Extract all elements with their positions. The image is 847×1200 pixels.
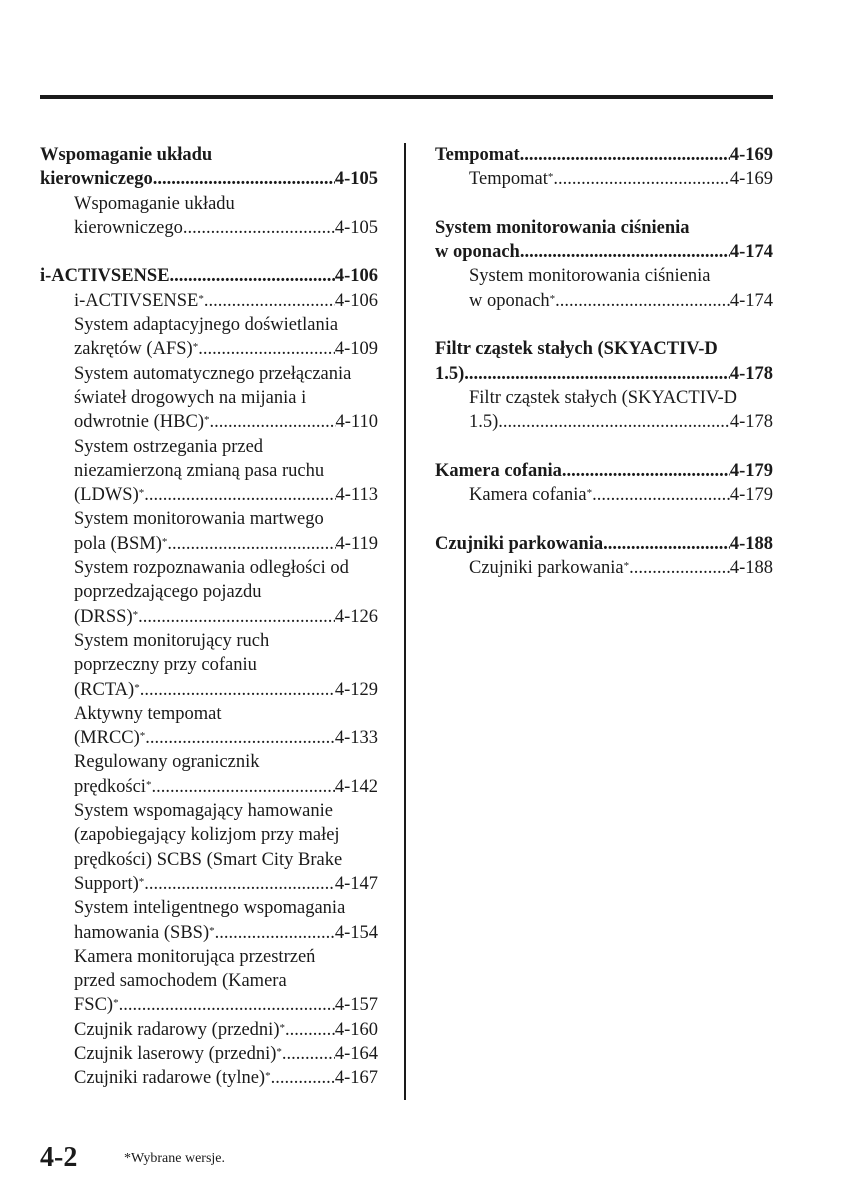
page-reference: 4-157 — [334, 995, 378, 1016]
page-reference: 4-106 — [334, 290, 378, 311]
toc-entry-line — [40, 362, 378, 386]
toc-text: System monitorowania ciśnienia — [435, 217, 690, 238]
toc-text — [435, 143, 520, 167]
toc-title: Czujniki parkowania — [469, 558, 624, 579]
toc-entry-line — [40, 750, 378, 774]
toc-entry-row — [40, 678, 378, 702]
toc-text — [74, 775, 151, 799]
toc-text: poprzeczny przy cofaniu — [74, 655, 257, 676]
dot-leader — [282, 1042, 335, 1066]
toc-text — [74, 1042, 282, 1066]
toc-heading-row — [435, 532, 773, 556]
toc-left-column — [40, 143, 378, 1091]
toc-title: i-ACTIVSENSE — [40, 266, 170, 287]
dot-leader — [562, 459, 730, 483]
dot-leader — [520, 240, 730, 264]
page-reference: 4-106 — [334, 266, 378, 287]
toc-text — [40, 264, 170, 288]
page-reference: 4-110 — [335, 412, 378, 433]
toc-text — [74, 483, 144, 507]
page-reference: 4-178 — [729, 412, 773, 433]
dot-leader — [183, 216, 335, 240]
footnote-marker: * — [547, 171, 554, 184]
footnote-marker: * — [265, 1070, 271, 1083]
toc-heading-row — [435, 240, 773, 264]
toc-entry-line — [435, 264, 773, 288]
footnote-marker: * — [161, 535, 168, 548]
toc-text: prędkości) SCBS (Smart City Brake — [74, 849, 343, 870]
toc-text — [74, 532, 167, 556]
dot-leader — [138, 605, 335, 629]
toc-text — [469, 483, 592, 507]
page-reference: 4-105 — [334, 217, 378, 238]
toc-text: System automatycznego przełączania — [74, 363, 352, 384]
dot-leader — [144, 483, 335, 507]
toc-title: Czujniki radarowe (tylne) — [74, 1068, 266, 1089]
page-reference: 4-119 — [335, 533, 378, 554]
toc-heading-line — [435, 337, 773, 361]
toc-text — [435, 459, 562, 483]
toc-heading-line — [435, 216, 773, 240]
toc-entry-line — [40, 580, 378, 604]
toc-text — [74, 410, 210, 434]
dot-leader — [140, 678, 335, 702]
page-number: 4-2 — [40, 1142, 78, 1173]
toc-entry-row — [40, 605, 378, 629]
footnote-marker: * — [204, 414, 210, 427]
toc-entry-row — [435, 483, 773, 507]
toc-title: (RCTA) — [74, 679, 135, 700]
page-reference: 4-133 — [334, 728, 378, 749]
footnote-marker: * — [145, 778, 152, 791]
page-reference: 4-105 — [334, 169, 378, 190]
toc-title: i-ACTIVSENSE — [74, 290, 199, 311]
toc-title: odwrotnie (HBC) — [74, 412, 204, 433]
toc-entry-line — [40, 313, 378, 337]
toc-heading-row — [435, 143, 773, 167]
dot-leader — [204, 289, 335, 313]
toc-title: w oponach — [469, 290, 550, 311]
toc-text: przed samochodem (Kamera — [74, 971, 287, 992]
toc-entry-line — [40, 507, 378, 531]
toc-entry-line — [435, 386, 773, 410]
toc-text — [74, 605, 138, 629]
toc-text: System monitorowania martwego — [74, 509, 324, 530]
page-reference: 4-178 — [729, 363, 773, 384]
dot-leader — [170, 264, 335, 288]
toc-text: System rozpoznawania odległości od — [74, 558, 349, 579]
column-divider — [404, 143, 406, 1100]
toc-title: Tempomat — [469, 169, 548, 190]
dot-leader — [603, 532, 730, 556]
toc-entry-row — [435, 167, 773, 191]
toc-text: Filtr cząstek stałych (SKYACTIV-D — [435, 339, 718, 360]
toc-title: kierowniczego — [40, 169, 153, 190]
toc-entry-row — [40, 532, 378, 556]
top-rule — [40, 95, 773, 99]
toc-text — [74, 1066, 271, 1090]
page-reference: 4-164 — [334, 1043, 378, 1064]
toc-entry-line — [40, 896, 378, 920]
dot-leader — [592, 483, 730, 507]
page-reference: 4-169 — [729, 145, 773, 165]
toc-title: Kamera cofania — [435, 460, 562, 481]
footnote: *Wybrane wersje. — [124, 1151, 226, 1166]
page-reference: 4-167 — [334, 1068, 378, 1089]
toc-heading-line — [40, 143, 378, 167]
toc-text: (zapobiegający kolizjom przy małej — [74, 825, 340, 846]
toc-entry-row — [40, 410, 378, 434]
toc-text: System ostrzegania przed — [74, 436, 264, 457]
page-reference: 4-160 — [334, 1019, 378, 1040]
footnote-marker: * — [279, 1021, 285, 1034]
toc-entry-row — [40, 216, 378, 240]
toc-title: Czujnik radarowy (przedni) — [74, 1019, 280, 1040]
toc-title: 1.5) — [469, 412, 499, 433]
toc-title: (LDWS) — [74, 485, 139, 506]
toc-entry-line — [40, 945, 378, 969]
toc-text: świateł drogowych na mijania i — [74, 387, 307, 408]
dot-leader — [555, 289, 730, 313]
section-spacer — [40, 240, 378, 264]
page-reference: 4-174 — [729, 290, 773, 311]
section-spacer — [435, 192, 773, 216]
page-reference: 4-174 — [729, 242, 773, 263]
toc-entry-row — [435, 410, 773, 434]
dot-leader — [498, 410, 730, 434]
page-reference: 4-169 — [729, 169, 773, 190]
toc-text — [74, 872, 144, 896]
toc-entry-row — [40, 1018, 378, 1042]
toc-text: niezamierzoną zmianą pasa ruchu — [74, 460, 325, 481]
toc-text — [469, 410, 498, 434]
toc-title: w oponach — [435, 242, 520, 263]
toc-title: Czujnik laserowy (przedni) — [74, 1043, 277, 1064]
toc-entry-row — [40, 483, 378, 507]
toc-title: Support) — [74, 873, 139, 894]
dot-leader — [167, 532, 335, 556]
dot-leader — [553, 167, 729, 191]
toc-text: System adaptacyjnego doświetlania — [74, 315, 339, 336]
toc-text: System inteligentnego wspomagania — [74, 898, 346, 919]
toc-text — [74, 726, 145, 750]
toc-title: pola (BSM) — [74, 533, 162, 554]
toc-title: 1.5) — [435, 363, 465, 384]
toc-entry-line — [40, 702, 378, 726]
dot-leader — [153, 167, 335, 191]
toc-text — [435, 362, 464, 386]
dot-leader — [520, 143, 730, 167]
toc-text — [74, 1018, 285, 1042]
toc-entry-line — [40, 969, 378, 993]
toc-title: Kamera cofania — [469, 485, 587, 506]
footnote-marker: * — [623, 560, 630, 573]
toc-entry-line — [40, 192, 378, 216]
toc-entry-line — [40, 435, 378, 459]
toc-title: (MRCC) — [74, 728, 140, 749]
toc-title: zakrętów (AFS) — [74, 339, 193, 360]
toc-text — [40, 167, 153, 191]
footnote-marker: * — [139, 730, 146, 743]
toc-text: Regulowany ogranicznik — [74, 752, 260, 773]
toc-text: System wspomagający hamowanie — [74, 801, 333, 822]
section-spacer — [435, 313, 773, 337]
toc-title: (DRSS) — [74, 606, 133, 627]
page-reference: 4-129 — [334, 679, 378, 700]
toc-text — [74, 993, 119, 1017]
page-reference: 4-147 — [334, 873, 378, 894]
toc-title: prędkości — [74, 776, 146, 797]
toc-entry-line — [40, 459, 378, 483]
toc-text — [74, 337, 198, 361]
toc-heading-row — [40, 167, 378, 191]
footnote-marker: * — [138, 487, 145, 500]
dot-leader — [151, 775, 334, 799]
dot-leader — [215, 921, 335, 945]
toc-text: System monitorujący ruch — [74, 630, 270, 651]
dot-leader — [285, 1018, 335, 1042]
toc-text — [469, 289, 555, 313]
toc-entry-line — [40, 799, 378, 823]
dot-leader — [144, 872, 335, 896]
toc-entry-row — [40, 337, 378, 361]
toc-text: Wspomaganie układu — [74, 193, 235, 214]
page-reference: 4-109 — [334, 339, 378, 360]
footnote-marker: * — [209, 924, 215, 937]
toc-entry-row — [40, 921, 378, 945]
toc-entry-line — [40, 386, 378, 410]
page-reference: 4-188 — [729, 533, 773, 554]
footnote-marker: * — [276, 1045, 282, 1058]
footnote-marker: * — [113, 997, 119, 1010]
footnote-marker: * — [134, 681, 140, 694]
footnote-marker: * — [138, 875, 145, 888]
toc-text — [435, 532, 603, 556]
toc-entry-row — [40, 872, 378, 896]
toc-text: poprzedzającego pojazdu — [74, 582, 262, 603]
toc-title: Czujniki parkowania — [435, 533, 604, 554]
footnote-marker: * — [192, 341, 199, 354]
page-reference: 4-188 — [729, 558, 773, 579]
toc-entry-row — [40, 775, 378, 799]
section-spacer — [435, 435, 773, 459]
page-reference: 4-142 — [334, 776, 378, 797]
toc-heading-row — [435, 362, 773, 386]
toc-text — [74, 921, 215, 945]
toc-text — [435, 240, 520, 264]
toc-entry-row — [40, 289, 378, 313]
toc-entry-line — [40, 556, 378, 580]
toc-entry-line — [40, 653, 378, 677]
toc-right-column — [435, 143, 773, 580]
toc-entry-line — [40, 823, 378, 847]
dot-leader — [629, 556, 730, 580]
section-spacer — [435, 507, 773, 531]
dot-leader — [271, 1066, 335, 1090]
toc-heading-row — [40, 264, 378, 288]
toc-text — [74, 678, 140, 702]
toc-title: kierowniczego — [74, 217, 183, 238]
page-reference: 4-113 — [335, 485, 378, 506]
toc-title: Tempomat — [435, 145, 520, 165]
toc-text — [74, 216, 183, 240]
dot-leader — [119, 993, 335, 1017]
footnote-marker: * — [549, 292, 556, 305]
toc-entry-row — [40, 993, 378, 1017]
footnote-marker: * — [586, 487, 593, 500]
dot-leader — [145, 726, 335, 750]
footnote-marker: * — [198, 292, 204, 305]
footnote-marker: * — [132, 608, 139, 621]
page-reference: 4-179 — [729, 460, 773, 481]
toc-text — [469, 556, 629, 580]
toc-entry-row — [40, 726, 378, 750]
toc-text: Filtr cząstek stałych (SKYACTIV-D — [469, 387, 738, 408]
dot-leader — [198, 337, 335, 361]
toc-title: FSC) — [74, 995, 114, 1016]
dot-leader — [464, 362, 730, 386]
page-reference: 4-154 — [334, 922, 378, 943]
toc-text: Kamera monitorująca przestrzeń — [74, 946, 316, 967]
page-reference: 4-126 — [334, 606, 378, 627]
toc-entry-row — [40, 1066, 378, 1090]
toc-entry-line — [40, 848, 378, 872]
toc-text: Aktywny tempomat — [74, 703, 222, 724]
page-reference: 4-179 — [729, 485, 773, 506]
toc-text: System monitorowania ciśnienia — [469, 266, 711, 287]
toc-text: Wspomaganie układu — [40, 145, 213, 165]
toc-text — [469, 167, 553, 191]
toc-title: hamowania (SBS) — [74, 922, 210, 943]
toc-entry-line — [40, 629, 378, 653]
toc-entry-row — [40, 1042, 378, 1066]
toc-heading-row — [435, 459, 773, 483]
dot-leader — [210, 410, 336, 434]
toc-entry-row — [435, 556, 773, 580]
toc-entry-row — [435, 289, 773, 313]
toc-text — [74, 289, 204, 313]
